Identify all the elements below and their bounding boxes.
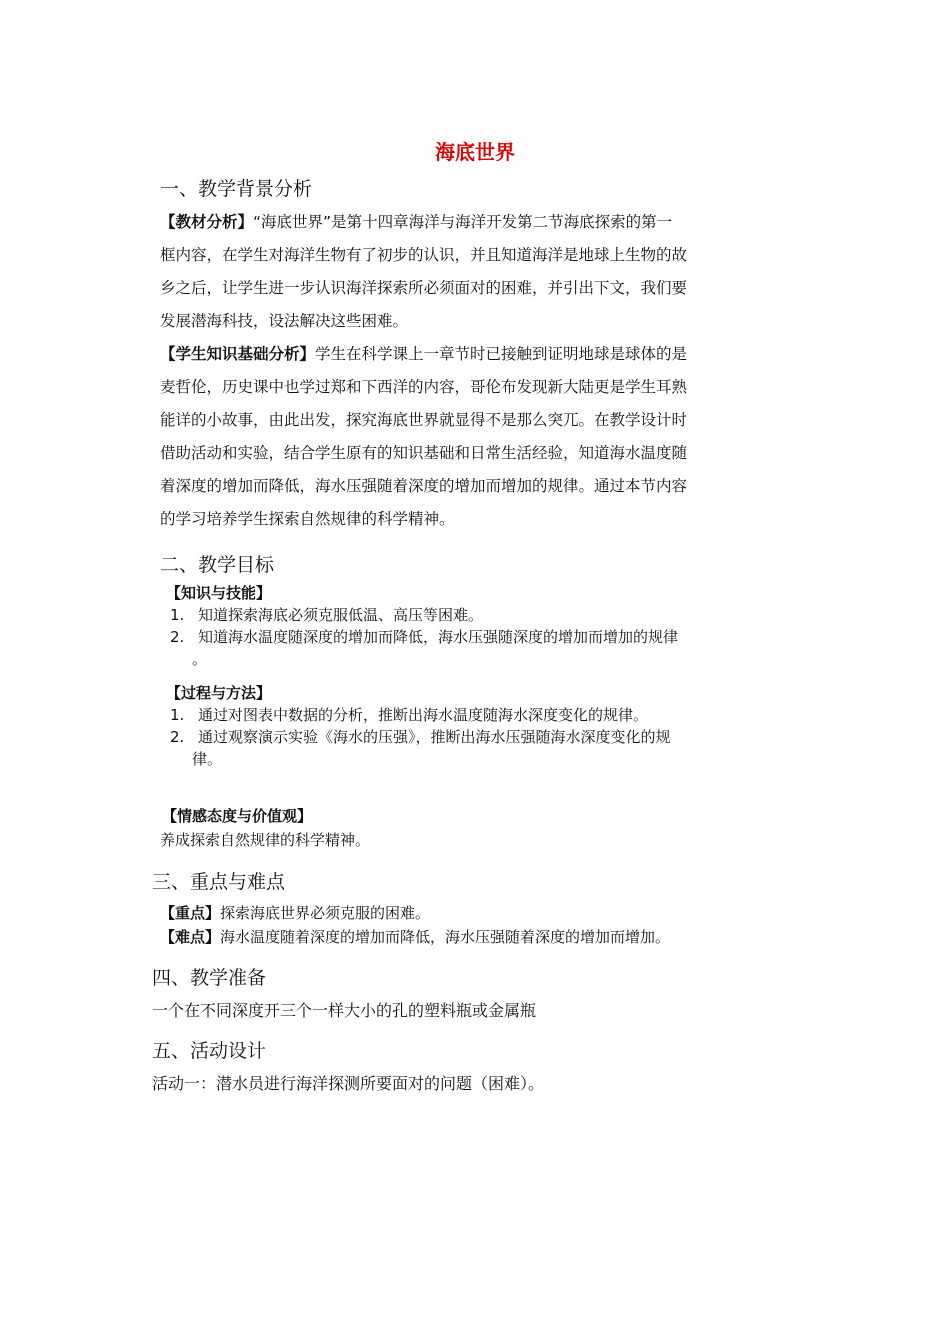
- item-text: 知道海水温度随深度的增加而降低，海水压强随深度的增加而增加的规律: [198, 628, 679, 646]
- item-number: 1.: [170, 606, 185, 624]
- textbook-analysis-tag: 【教材分析】: [160, 213, 254, 231]
- section-heading-key-points: 三、重点与难点: [152, 871, 286, 893]
- section-heading-preparation: 四、教学准备: [152, 967, 267, 989]
- paragraph-line: [160, 338, 687, 371]
- difficulty-tag: 【难点】: [160, 928, 221, 946]
- key-point-tag: 【重点】: [160, 904, 221, 922]
- section-heading-activity: 五、活动设计: [152, 1040, 267, 1062]
- line-text: “海底世界”是第十四章海洋与海洋开发第二节海底探索的第一: [253, 213, 673, 231]
- paragraph-line: 着深度的增加而降低，海水压强随着深度的增加而增加的规律。通过本节内容: [160, 477, 688, 495]
- key-point-line: [160, 902, 430, 923]
- paragraph-line: 借助活动和实验，结合学生原有的知识基础和日常生活经验，知道海水温度随: [160, 444, 688, 462]
- values-label: 【情感态度与价值观】: [162, 807, 313, 825]
- item-text: 知道探索海底必须克服低温、高压等困难。: [198, 606, 484, 624]
- process-methods-label: 【过程与方法】: [166, 684, 272, 702]
- activity-text: 活动一：潜水员进行海洋探测所要面对的问题（困难）。: [152, 1074, 545, 1093]
- paragraph-line: 发展潜海科技，设法解决这些困难。: [160, 312, 409, 330]
- knowledge-skills-list: [170, 604, 678, 670]
- paragraph-student-knowledge: [160, 338, 687, 536]
- key-point-text: 探索海底世界必须克服的困难。: [220, 904, 431, 922]
- process-methods-list: [170, 704, 671, 770]
- document-title: 海底世界: [435, 140, 515, 164]
- preparation-text: 一个在不同深度开三个一样大小的孔的塑料瓶或金属瓶: [152, 1001, 537, 1020]
- knowledge-skills-label: 【知识与技能】: [166, 584, 272, 602]
- list-item-continuation: 律。: [192, 750, 223, 768]
- paragraph-line: [160, 206, 687, 239]
- paragraph-line: 框内容，在学生对海洋生物有了初步的认识，并且知道海洋是地球上生物的故: [160, 246, 688, 264]
- line-text: 学生在科学课上一章节时已接触到证明地球是球体的是: [315, 345, 688, 363]
- paragraph-line: 麦哲伦，历史课中也学过郑和下西洋的内容，哥伦布发现新大陆更是学生耳熟: [160, 378, 688, 396]
- item-number: 1.: [170, 706, 185, 724]
- list-item: [170, 626, 678, 648]
- item-text: 通过对图表中数据的分析，推断出海水温度随海水深度变化的规律。: [198, 706, 649, 724]
- paragraph-line: 乡之后，让学生进一步认识海洋探索所必须面对的困难，并引出下文，我们要: [160, 279, 688, 297]
- list-item: [170, 704, 671, 726]
- list-item: [170, 726, 671, 748]
- paragraph-line: 的学习培养学生探索自然规律的科学精神。: [160, 510, 455, 528]
- difficulty-line: [160, 926, 670, 947]
- list-item-continuation: 。: [192, 650, 208, 668]
- difficulty-text: 海水温度随着深度的增加而降低，海水压强随着深度的增加而增加。: [220, 928, 671, 946]
- paragraph-line: 能详的小故事，由此出发，探究海底世界就显得不是那么突兀。在教学设计时: [160, 411, 688, 429]
- section-heading-objectives: 二、教学目标: [160, 554, 275, 576]
- values-text: 养成探索自然规律的科学精神。: [160, 831, 371, 849]
- item-text: 通过观察演示实验《海水的压强》，推断出海水压强随海水深度变化的规: [198, 728, 671, 746]
- student-knowledge-tag: 【学生知识基础分析】: [160, 345, 316, 363]
- list-item: [170, 604, 678, 626]
- section-heading-background: 一、教学背景分析: [160, 178, 313, 200]
- paragraph-textbook-analysis: [160, 206, 687, 338]
- item-number: 2.: [170, 628, 185, 646]
- item-number: 2.: [170, 728, 185, 746]
